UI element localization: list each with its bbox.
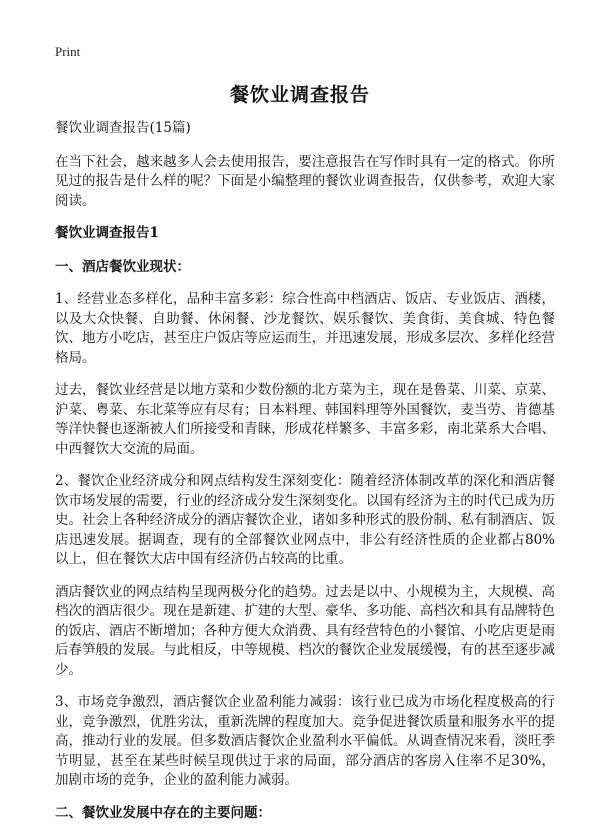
report-heading: 餐饮业调查报告1 bbox=[55, 225, 159, 241]
intro-paragraph: 在当下社会，越来越多人会去使用报告，要注意报告在写作时具有一定的格式。你所见过的报告是什么样的呢？下面是小编整理的餐饮业调查报告，仅供参考，欢迎大家阅读。 bbox=[55, 153, 555, 209]
page-title: 餐饮业调查报告 bbox=[229, 84, 370, 106]
body-paragraph-2: 过去，餐饮业经营是以地方菜和少数份额的北方菜为主，现在是鲁菜、川菜、京菜、沪菜、粤菜、东北菜等应有尽有；日本料理、韩国料理等外国餐饮，麦当劳、肯德基等洋快餐也逐渐被人们所接受和青睐，形成花样繁多、丰富多彩，南北菜系大合唱、中西餐饮大交流的局面。 bbox=[55, 382, 555, 457]
print-link[interactable]: Print bbox=[55, 44, 81, 59]
document-subtitle: 餐饮业调查报告(15篇) bbox=[55, 120, 191, 136]
document-body bbox=[55, 119, 555, 836]
body-paragraph-4: 酒店餐饮业的网点结构呈现两极分化的趋势。过去是以中、小规模为主，大规模、高档次的酒店很少。现在是新建、扩建的大型、豪华、多功能、高档次和具有品牌特色的饭店、酒店不断增加；各种方便大众消费、具有经营特色的小餐馆、小吃店更是雨后春笋般的发展。与此相反，中等规模、档次的餐饮企业发展缓慢，有的甚至逐步减少。 bbox=[55, 583, 555, 678]
body-paragraph-3: 2、餐饮企业经济成分和网点结构发生深刻变化：随着经济体制改革的深化和酒店餐饮市场发展的需要，行业的经济成分发生深刻变化。以国有经济为主的时代已成为历史。社会上各种经济成分的酒店餐饮企业，诸如多种形式的股份制、私有制酒店、饭店迅速发展。据调查，现有的全部餐饮业网点中，非公有经济性质的企业都占80%以上，但在餐饮大店中国有经济仍占较高的比重。 bbox=[55, 473, 555, 567]
body-paragraph-1: 1、经营业态多样化，品种丰富多彩：综合性高中档酒店、饭店、专业饭店、酒楼，以及大众快餐、自助餐、休闲餐、沙龙餐饮、娱乐餐饮、美食街、美食城、特色餐饮、地方小吃店，甚至庄户饭店等应运而生，并迅速发展，形成多层次、多样化经营格局。 bbox=[55, 291, 555, 366]
section-heading-2: 二、餐饮业发展中存在的主要问题： bbox=[55, 804, 271, 821]
section-heading-1: 一、酒店餐饮业现状： bbox=[55, 258, 190, 275]
body-paragraph-5: 3、市场竞争激烈，酒店餐饮企业盈利能力减弱：该行业已成为市场化程度极高的行业，竞争激烈，优胜劣汰，重新洗牌的程度加大。竞争促进餐饮质量和服务水平的提高，推动行业的发展。但多数酒店餐饮企业盈利水平偏低。从调查情况来看，淡旺季节明显，甚至在某些时候呈现供过于求的局面，部分酒店的客房入住率不足30%，加剧市场的竞争，企业的盈利能力减弱。 bbox=[55, 694, 555, 788]
